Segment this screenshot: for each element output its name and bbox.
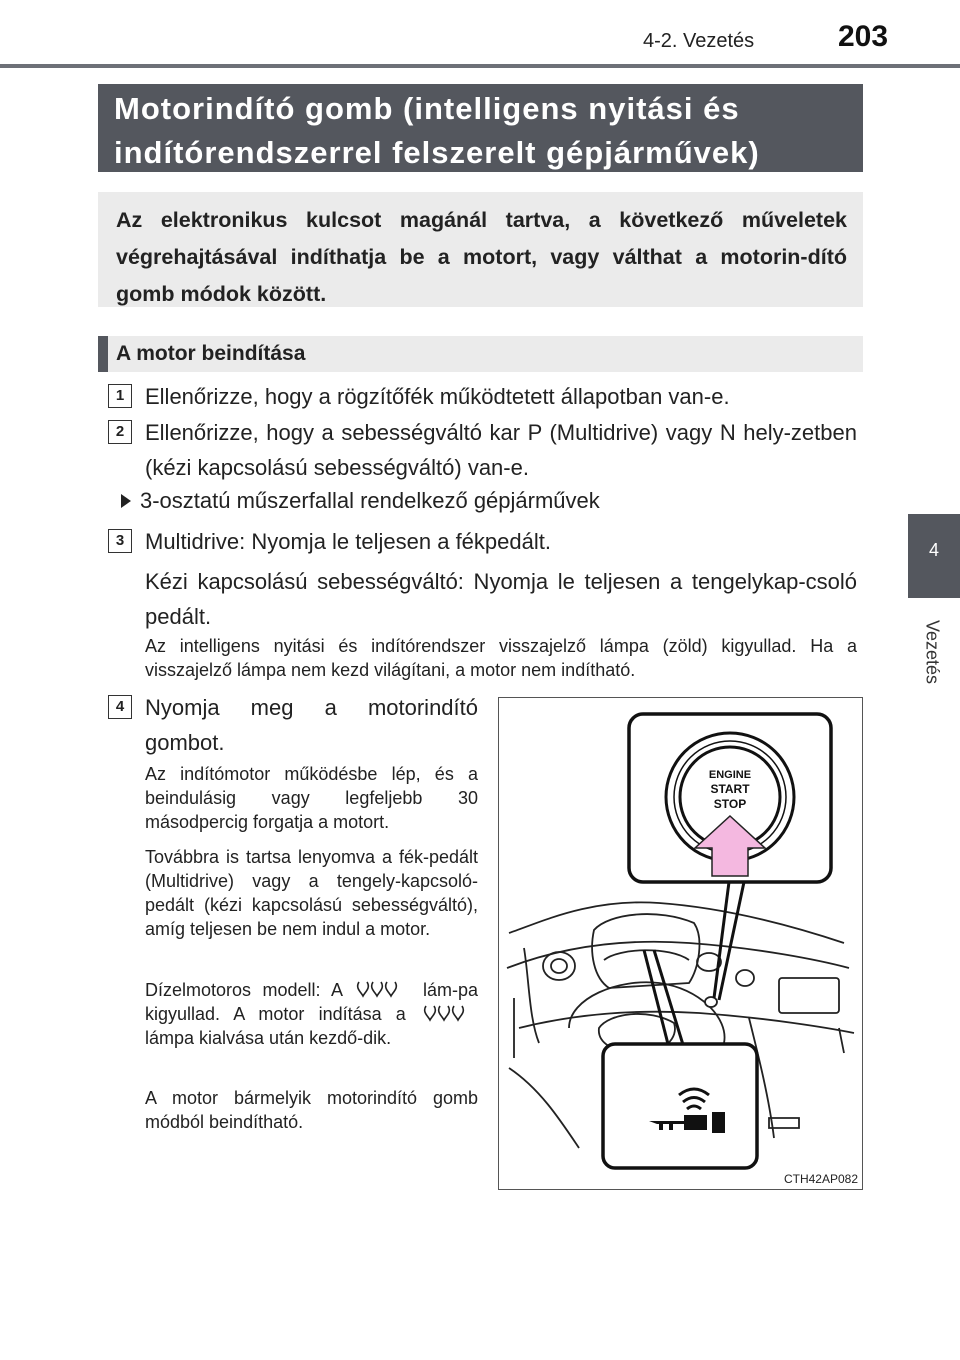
step-4-para-1: Az indítómotor működésbe lép, és a beindulásig vagy legfeljebb 30 másodpercig forgatja a motort. <box>145 764 478 832</box>
page-title: Motorindító gomb (intelligens nyitási és indítórendszerrel felszerelt gépjárművek) <box>98 84 863 172</box>
step-number-1: 1 <box>108 384 132 408</box>
header-rule <box>0 64 960 68</box>
step-number-2: 2 <box>108 420 132 444</box>
dashboard-illustration <box>499 698 862 1189</box>
step-4-para-2: Továbbra is tartsa lenyomva a fék-pedált (Multidrive) vagy a tengely-kapcsoló-pedált (kézi kapcsolású sebességváltó), amíg teljesen be nem indul a motor. <box>145 847 478 939</box>
figure-code: CTH42AP082 <box>783 1172 858 1186</box>
step-4-text: Nyomja meg a motorindító gombot. <box>145 695 478 755</box>
intro-box: Az elektronikus kulcsot magánál tartva, a következő műveletek végrehajtásával indíthatja be a motort, vagy válthat a motorin-dító gomb módok között. <box>98 192 863 307</box>
button-label-stop: STOP <box>713 797 747 811</box>
glow-plug-indicator-icon <box>420 1002 478 1024</box>
triangle-bullet-icon <box>120 493 132 509</box>
button-label-start: START <box>710 782 750 796</box>
button-label-engine: ENGINE <box>708 769 752 781</box>
step-4-para-4: A motor bármelyik motorindító gomb módból beindítható. <box>145 1088 478 1132</box>
step-4-para-3: Dízelmotoros modell: A lám-pa kigyullad. A motor indítása a lámpa kialvása után kezdő-dik. <box>145 980 478 1048</box>
step-1-text: Ellenőrizze, hogy a rögzítőfék működtetett állapotban van-e. <box>145 384 730 409</box>
page-number: 203 <box>838 20 889 53</box>
chapter-number: 4 <box>928 540 939 560</box>
step-3-text-2: Kézi kapcsolású sebességváltó: Nyomja le teljesen a tengelykap-csoló pedált. <box>145 569 857 629</box>
illustration-figure <box>498 697 863 1190</box>
arrow-item: 3-osztatú műszerfallal rendelkező gépjárművek <box>120 488 600 514</box>
step-3-note: Az intelligens nyitási és indítórendszer visszajelző lámpa (zöld) kigyullad. Ha a visszajelző lámpa nem kezd világítani, a motor nem indítható. <box>145 636 857 680</box>
chapter-label: Vezetés <box>922 619 943 685</box>
step-number-3: 3 <box>108 529 132 553</box>
step-2-text: Ellenőrizze, hogy a sebességváltó kar P (Multidrive) vagy N hely-zetben (kézi kapcsolású sebességváltó) van-e. <box>145 420 857 480</box>
glow-plug-indicator-icon <box>353 978 411 1000</box>
section-title: 4-2. Vezetés <box>643 30 755 52</box>
subheading: A motor beindítása <box>98 336 863 372</box>
step-3-text-1: Multidrive: Nyomja le teljesen a fékpedált. <box>145 529 551 554</box>
step-number-4: 4 <box>108 695 132 719</box>
